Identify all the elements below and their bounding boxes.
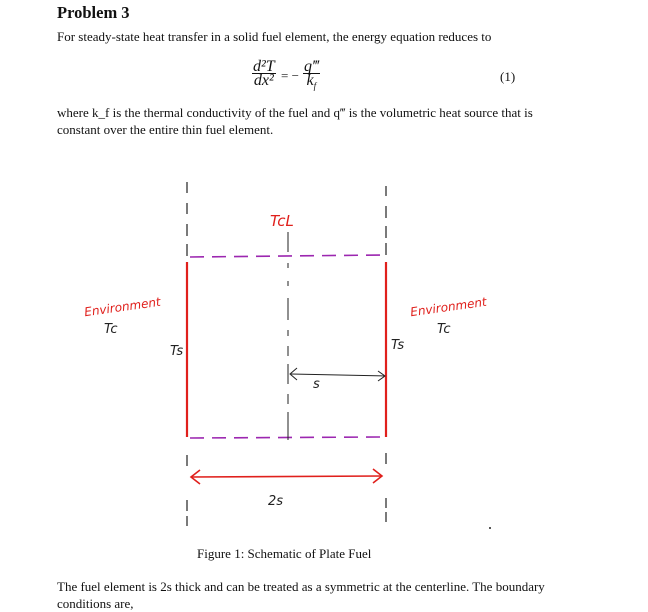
half-thickness-label: s xyxy=(313,377,320,392)
where-text: where k_f is the thermal conductivity of the fuel and q‴ is the volumetric heat source that is constant over the entire thin fuel element. xyxy=(57,105,533,137)
eq-equals-sign: = − xyxy=(281,68,299,83)
stray-dot xyxy=(489,527,491,529)
intro-paragraph: For steady-state heat transfer in a solid fuel element, the energy equation reduces to xyxy=(57,29,492,44)
eq-rhs-numerator: q‴ xyxy=(304,58,319,75)
left-surface-temperature: Ts xyxy=(170,344,184,359)
right-environment-temperature: Tc xyxy=(437,322,451,337)
thickness-label: 2s xyxy=(268,494,284,509)
half-thickness-arrow xyxy=(290,368,385,381)
problem-heading: Problem 3 xyxy=(57,3,130,22)
eq-lhs-denominator: dx² xyxy=(253,72,274,89)
bottom-boundary xyxy=(190,437,382,438)
eq-rhs-denominator: $k_f$ xyxy=(306,72,317,92)
top-boundary xyxy=(190,255,382,257)
equation-number: (1) xyxy=(500,69,516,84)
figure-caption: Figure 1: Schematic of Plate Fuel xyxy=(197,546,372,561)
right-environment-label: Environment xyxy=(409,294,488,320)
left-environment-temperature: Tc xyxy=(104,322,118,337)
left-environment-label: Environment xyxy=(83,294,162,320)
eq-lhs-numerator: d²T xyxy=(253,58,275,75)
centerline-temperature-label: TcL xyxy=(270,212,294,230)
closing-paragraph: The fuel element is 2s thick and can be treated as a symmetric at the centerline. The boundary conditions are, xyxy=(57,579,545,611)
thickness-arrow xyxy=(191,469,382,484)
right-surface-temperature: Ts xyxy=(391,338,405,353)
